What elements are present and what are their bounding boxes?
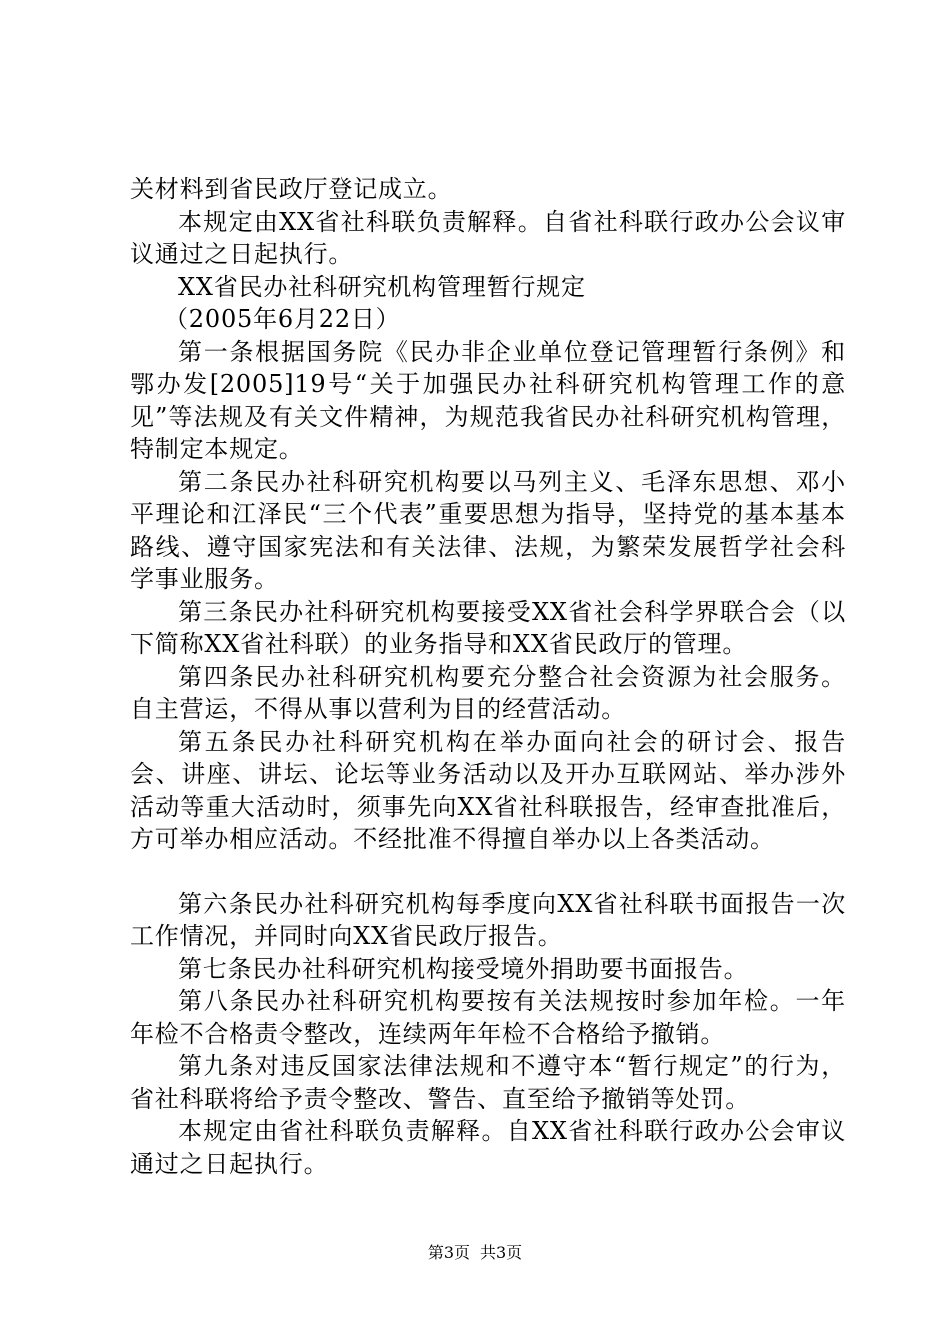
page-number-current: 第3页 — [427, 1243, 470, 1262]
paragraph-interpretation-clause: 本规定由XX省社科联负责解释。自省社科联行政办公会议审议通过之日起执行。 — [130, 207, 846, 268]
article-2: 第二条民办社科研究机构要以马列主义、毛泽东思想、邓小平理论和江泽民“三个代表”重要思想为指导，坚持党的基本基本路线、遵守国家宪法和有关法律、法规，为繁荣发展哲学社会科学事业服务。 — [130, 467, 846, 593]
article-6: 第六条民办社科研究机构每季度向XX省社科联书面报告一次工作情况，并同时向XX省民政厅报告。 — [130, 889, 846, 950]
paragraph-continuation: 关材料到省民政厅登记成立。 — [130, 175, 453, 203]
article-5: 第五条民办社科研究机构在举办面向社会的研讨会、报告会、讲座、讲坛、论坛等业务活动以及开办互联网站、举办涉外活动等重大活动时，须事先向XX省社科联报告，经审查批准后，方可举办相应活动。不经批准不得擅自举办以上各类活动。 — [130, 727, 846, 853]
regulation-date: （2005年6月22日） — [164, 305, 401, 333]
page-number-total: 共3页 — [480, 1243, 523, 1262]
article-8: 第八条民办社科研究机构要按有关法规按时参加年检。一年年检不合格责令整改，连续两年年检不合格给予撤销。 — [130, 987, 846, 1048]
article-9: 第九条对违反国家法律法规和不遵守本“暂行规定”的行为，省社科联将给予责令整改、警告、直至给予撤销等处罚。 — [130, 1052, 846, 1113]
document-body — [130, 173, 846, 1180]
page-footer — [0, 1240, 950, 1263]
closing-clause: 本规定由省社科联负责解释。自XX省社科联行政办公会审议通过之日起执行。 — [130, 1117, 846, 1178]
article-7: 第七条民办社科研究机构接受境外捐助要书面报告。 — [178, 954, 749, 983]
regulation-title: XX省民办社科研究机构管理暂行规定 — [178, 272, 586, 301]
article-3: 第三条民办社科研究机构要接受XX省社会科学界联合会（以下简称XX省社科联）的业务指导和XX省民政厅的管理。 — [130, 597, 846, 658]
article-1: 第一条根据国务院《民办非企业单位登记管理暂行条例》和鄂办发[2005]19号“关于加强民办社科研究机构管理工作的意见”等法规及有关文件精神，为规范我省民办社科研究机构管理，特制定本规定。 — [130, 337, 846, 463]
article-4: 第四条民办社科研究机构要充分整合社会资源为社会服务。自主营运，不得从事以营利为目的经营活动。 — [130, 662, 846, 723]
